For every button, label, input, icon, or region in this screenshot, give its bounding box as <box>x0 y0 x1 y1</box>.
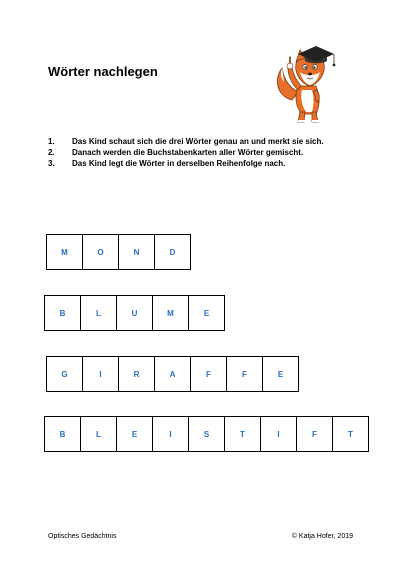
letter-card: R <box>119 356 155 392</box>
instruction-text: Danach werden die Buchstabenkarten aller Wörter gemischt. <box>72 148 304 157</box>
letter-card: D <box>155 234 191 270</box>
letter-card: G <box>46 356 83 392</box>
letter-card: E <box>263 356 299 392</box>
letter-card: I <box>153 416 189 452</box>
footer-subject: Optisches Gedächtnis <box>48 533 117 540</box>
letter-card: T <box>333 416 369 452</box>
word-row-giraffe <box>46 356 299 392</box>
instruction-number: 2. <box>48 148 55 157</box>
letter-card: M <box>153 295 189 331</box>
letter-card: L <box>81 295 117 331</box>
letter-card: N <box>119 234 155 270</box>
letter-card: T <box>225 416 261 452</box>
page-title: Wörter nachlegen <box>48 64 158 79</box>
instruction-item <box>48 159 360 169</box>
instruction-item <box>48 137 360 147</box>
instruction-text: Das Kind schaut sich die drei Wörter genau an und merkt sie sich. <box>72 137 324 146</box>
instruction-text: Das Kind legt die Wörter in derselben Reihenfolge nach. <box>72 159 286 168</box>
instruction-number: 3. <box>48 159 55 168</box>
letter-card: A <box>155 356 191 392</box>
letter-card: S <box>189 416 225 452</box>
letter-card: F <box>297 416 333 452</box>
letter-card: B <box>44 295 81 331</box>
letter-card: L <box>81 416 117 452</box>
fox-with-graduation-cap-icon <box>272 42 346 124</box>
word-row-blume <box>44 295 225 331</box>
letter-card: I <box>261 416 297 452</box>
instruction-list <box>48 137 360 170</box>
instruction-number: 1. <box>48 137 55 146</box>
word-row-mond <box>46 234 191 270</box>
letter-card: I <box>83 356 119 392</box>
letter-card: B <box>44 416 81 452</box>
letter-card: E <box>117 416 153 452</box>
letter-card: F <box>227 356 263 392</box>
letter-card: F <box>191 356 227 392</box>
letter-card: E <box>189 295 225 331</box>
letter-card: O <box>83 234 119 270</box>
footer-copyright: © Katja Hofer, 2019 <box>291 533 353 540</box>
word-row-bleistift <box>44 416 369 452</box>
letter-card: M <box>46 234 83 270</box>
letter-card: U <box>117 295 153 331</box>
instruction-item <box>48 148 360 158</box>
